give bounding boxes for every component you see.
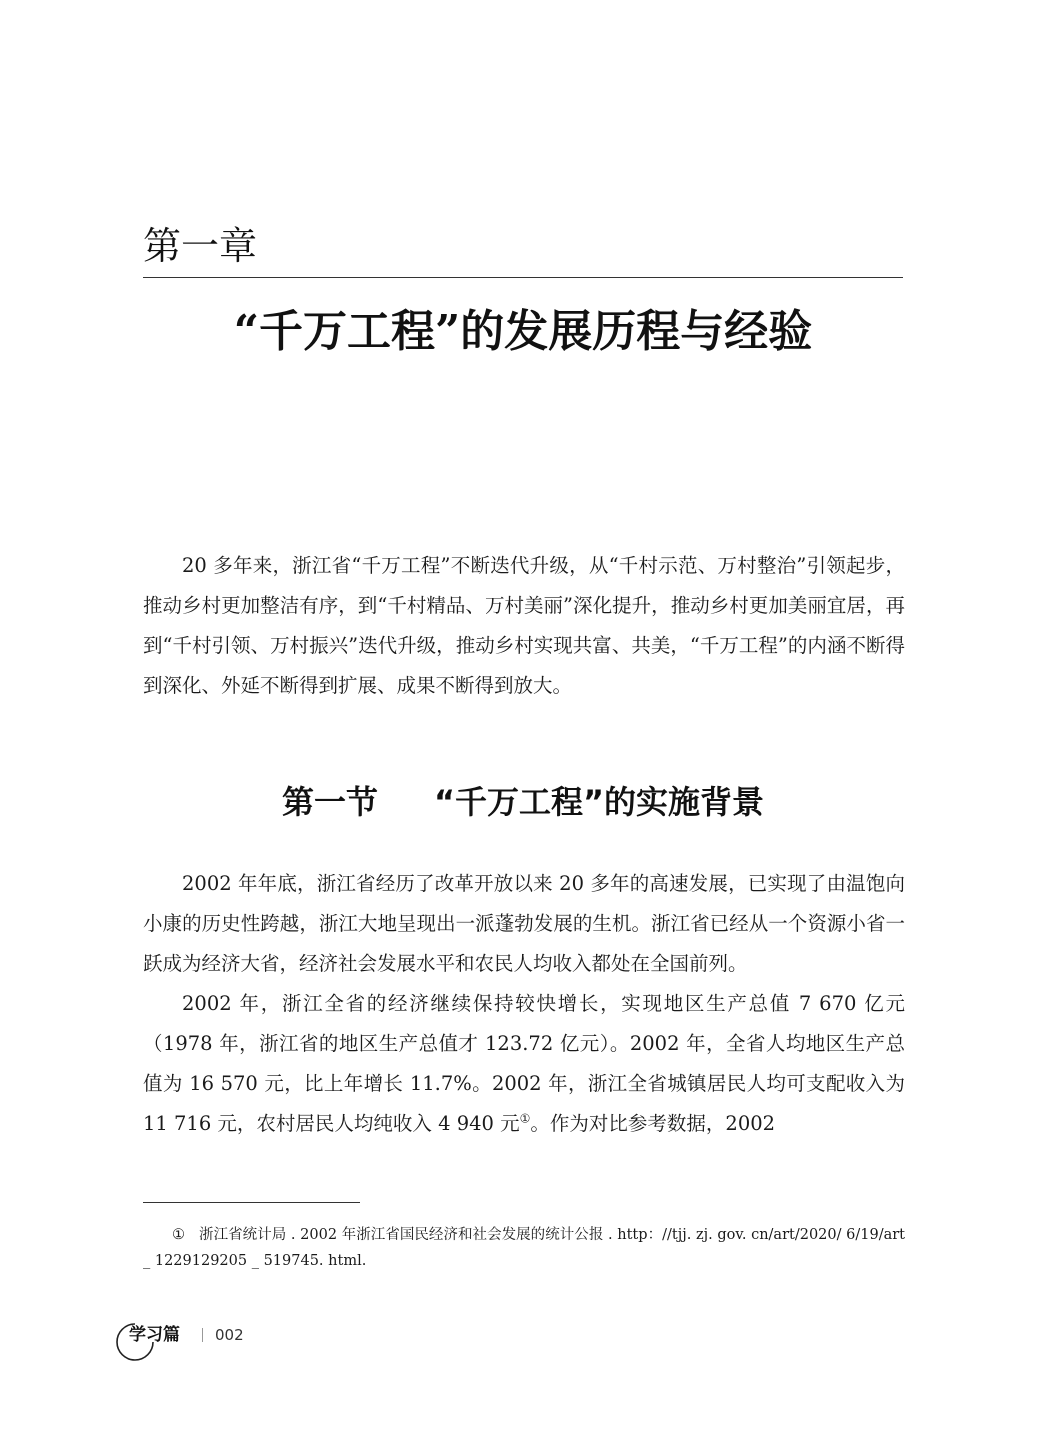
body-paragraph: [143, 984, 905, 1144]
section-number: 第一节: [281, 783, 378, 821]
section-heading: [143, 777, 903, 827]
section-body-text: [143, 864, 905, 1144]
chapter-label: 第一章: [143, 224, 258, 268]
footnote: [143, 1222, 905, 1274]
chapter-title: “千万工程”的发展历程与经验: [233, 306, 813, 357]
footer-separator: [202, 1328, 203, 1342]
chapter-divider: [143, 277, 903, 278]
footnote-reference[interactable]: ①: [519, 1111, 531, 1126]
body-paragraph: 2002 年年底，浙江省经历了改革开放以来 20 多年的高速发展，已实现了由温饱向小康的历史性跨越，浙江大地呈现出一派蓬勃发展的生机。浙江省已经从一个资源小省一跃成为经济大省，经济社会发展水平和农民人均收入都处在全国前列。: [143, 872, 905, 975]
page-number: 002: [215, 1326, 244, 1344]
footnote-text: 浙江省统计局 . 2002 年浙江省国民经济和社会发展的统计公报 . http：//tjj. zj. gov. cn/art/2020/ 6/19/art _ 1229129205 _ 519745. html.: [143, 1227, 906, 1269]
footnote-mark: ①: [172, 1227, 186, 1243]
paragraph-text: 。作为对比参考数据，2002: [530, 1112, 776, 1135]
intro-paragraph: 20 多年来，浙江省“千万工程”不断迭代升级，从“千村示范、万村整治”引领起步，推动乡村更加整洁有序，到“千村精品、万村美丽”深化提升，推动乡村更加美丽宜居，再到“千村引领、万村振兴”迭代升级，推动乡村实现共富、共美，“千万工程”的内涵不断得到深化、外延不断得到扩展、成果不断得到放大。: [143, 554, 905, 697]
footnote-divider: [143, 1202, 360, 1203]
section-title: “千万工程”的实施背景: [433, 783, 765, 821]
paragraph-text: 2002 年，浙江全省的经济继续保持较快增长，实现地区生产总值 7 670 亿元（1978 年，浙江省的地区生产总值才 123.72 亿元）。2002 年，全省人均地区生产总值为 16 570 元，比上年增长 11.7%。2002 年，浙江全省城镇居民人均可支配收入为 11 716 元，农村居民人均纯收入 4 940 元: [143, 992, 905, 1135]
intro-text: [143, 546, 905, 706]
footer-section-label: 学习篇: [129, 1325, 180, 1345]
page-footer: [115, 1320, 315, 1364]
